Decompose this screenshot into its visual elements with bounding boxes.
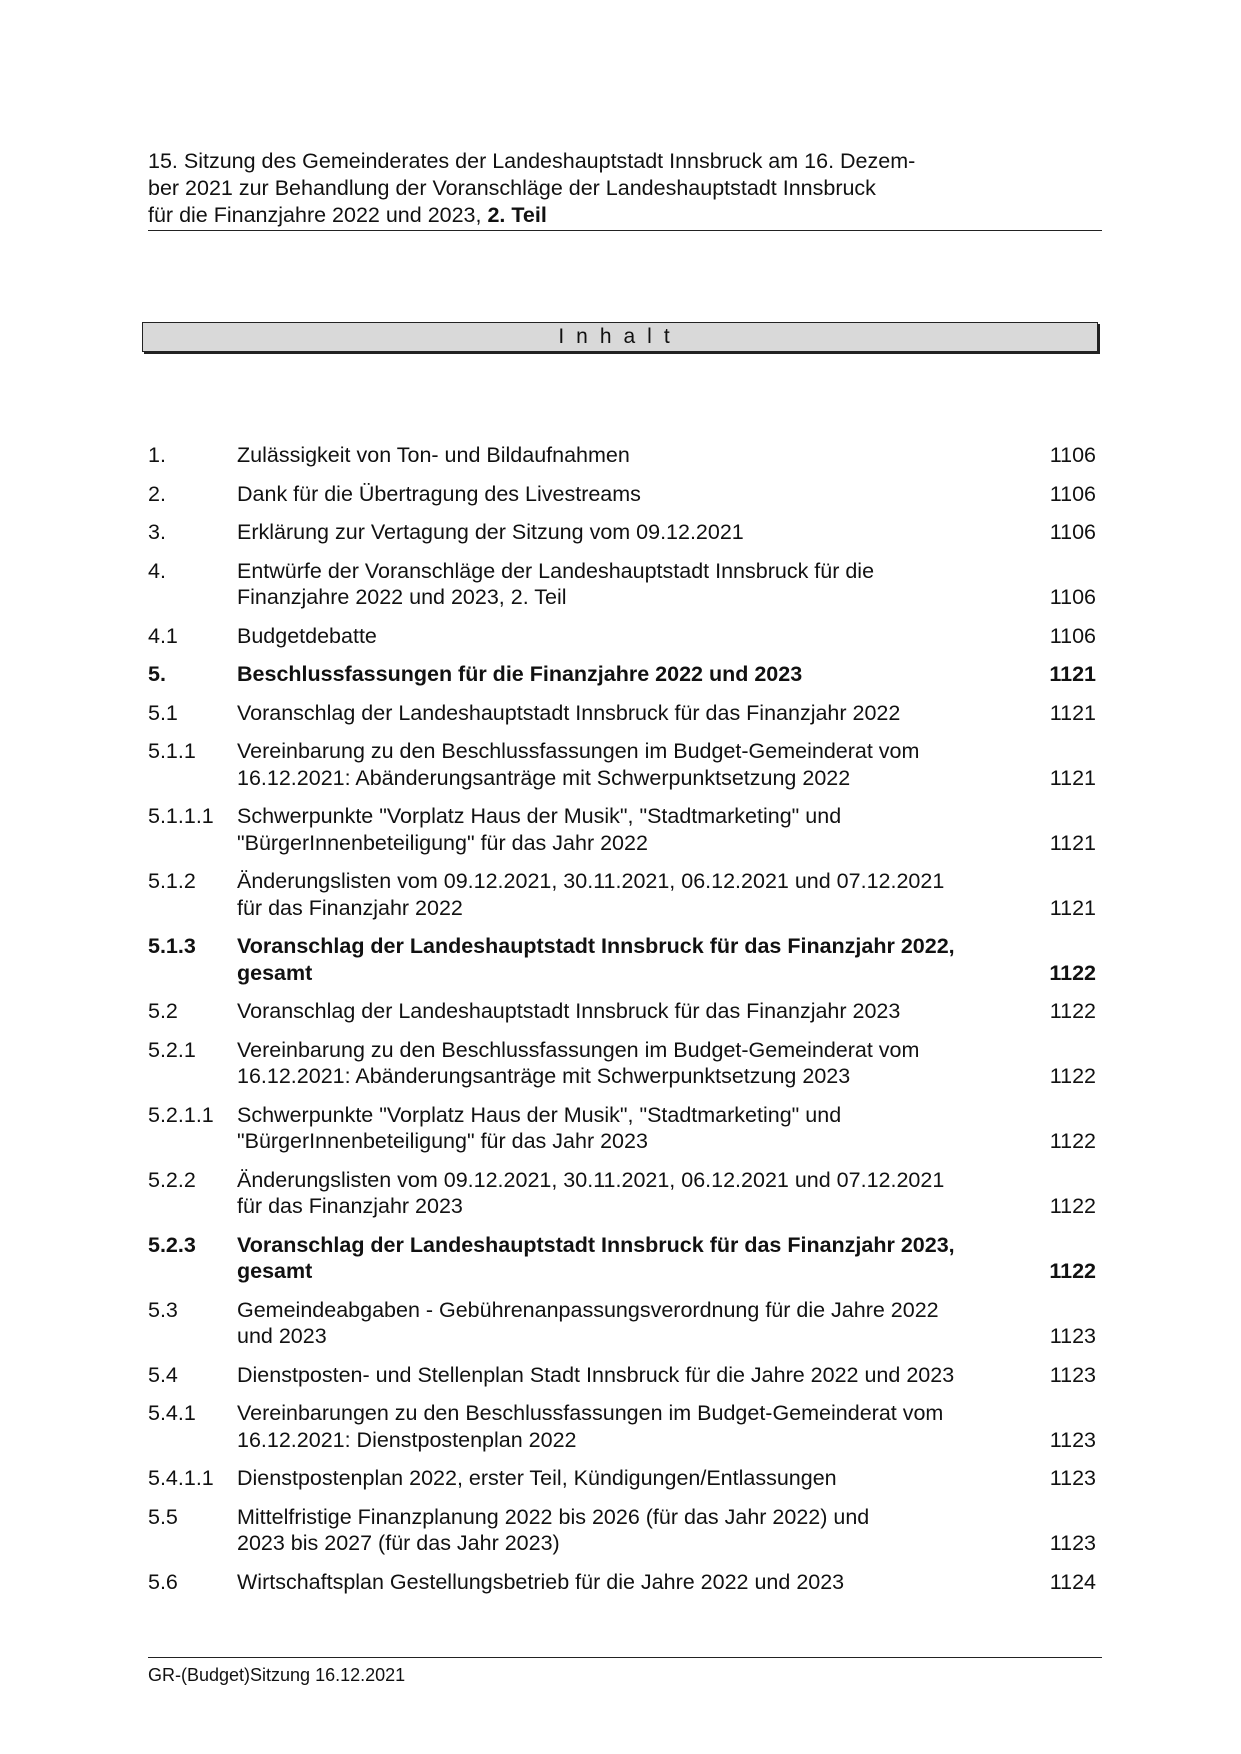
toc-entry-number: 5.4.1 bbox=[148, 1401, 196, 1425]
toc-entry-title bbox=[237, 1167, 1004, 1220]
toc-entry-title bbox=[237, 700, 1004, 727]
toc-entry-title-line: für das Finanzjahr 2022 bbox=[237, 895, 463, 920]
toc-entry-title-line: Vereinbarung zu den Beschlussfassungen im Budget-Gemeinderat vom bbox=[237, 1037, 920, 1062]
toc-entry-title-line: Schwerpunkte "Vorplatz Haus der Musik", "Stadtmarketing" und bbox=[237, 1102, 842, 1127]
toc-entry bbox=[148, 700, 1096, 727]
toc-entry-number: 1. bbox=[148, 443, 166, 467]
toc-entry-number: 5.1.2 bbox=[148, 869, 196, 893]
toc-entry bbox=[148, 1465, 1096, 1492]
toc-entry-page: 1122 bbox=[1049, 1129, 1096, 1153]
toc-entry bbox=[148, 738, 1096, 791]
toc-entry-title bbox=[237, 481, 1004, 508]
toc-entry-title-line: 16.12.2021: Dienstpostenplan 2022 bbox=[237, 1427, 577, 1452]
footer-divider bbox=[148, 1657, 1102, 1658]
toc-entry-number: 5.1.1.1 bbox=[148, 804, 214, 828]
toc-entry bbox=[148, 1297, 1096, 1350]
toc-entry-title-line: Finanzjahre 2022 und 2023, 2. Teil bbox=[237, 585, 567, 609]
toc-entry bbox=[148, 519, 1096, 546]
header-line-3 bbox=[148, 202, 1096, 229]
toc-entry bbox=[148, 1102, 1096, 1155]
toc-entry-title bbox=[237, 803, 1004, 856]
header-line-3-regular: für die Finanzjahre 2022 und 2023, bbox=[148, 203, 488, 227]
toc-entry-title bbox=[237, 1232, 1004, 1285]
toc-entry-number: 5.2.3 bbox=[148, 1232, 196, 1257]
toc-entry-page: 1106 bbox=[1049, 623, 1096, 648]
toc-entry bbox=[148, 998, 1096, 1025]
toc-entry-title-line: Mittelfristige Finanzplanung 2022 bis 2026 (für das Jahr 2022) und bbox=[237, 1504, 870, 1529]
table-of-contents bbox=[148, 442, 1096, 1595]
toc-entry bbox=[148, 1037, 1096, 1090]
toc-entry-page: 1121 bbox=[1049, 895, 1096, 920]
page-footer: GR-(Budget)Sitzung 16.12.2021 bbox=[148, 1665, 406, 1685]
toc-entry-title-line: Voranschlag der Landeshauptstadt Innsbruck für das Finanzjahr 2023 bbox=[237, 999, 901, 1023]
toc-entry-number: 5.6 bbox=[148, 1569, 178, 1594]
toc-entry-page: 1123 bbox=[1049, 1362, 1096, 1387]
toc-entry-title-line: Änderungslisten vom 09.12.2021, 30.11.2021, 06.12.2021 und 07.12.2021 bbox=[237, 869, 945, 893]
toc-entry-title bbox=[237, 1362, 1004, 1389]
toc-entry-title-line: Wirtschaftsplan Gestellungsbetrieb für die Jahre 2022 und 2023 bbox=[237, 1569, 845, 1594]
toc-entry-number: 5.1.3 bbox=[148, 934, 196, 958]
toc-entry bbox=[148, 481, 1096, 508]
toc-entry-page: 1123 bbox=[1049, 1324, 1096, 1348]
toc-entry bbox=[148, 661, 1096, 688]
toc-entry-page: 1106 bbox=[1049, 585, 1096, 609]
toc-entry-number: 5.4 bbox=[148, 1362, 178, 1387]
toc-entry-title bbox=[237, 868, 1004, 921]
toc-entry-title-line: 16.12.2021: Abänderungsanträge mit Schwerpunktsetzung 2023 bbox=[237, 1064, 851, 1088]
toc-entry-page: 1123 bbox=[1049, 1466, 1096, 1490]
toc-entry-number: 5.3 bbox=[148, 1297, 178, 1322]
toc-entry-title-line: Gemeindeabgaben - Gebührenanpassungsverordnung für die Jahre 2022 bbox=[237, 1297, 939, 1322]
toc-entry-title-line: "BürgerInnenbeteiligung" für das Jahr 2022 bbox=[237, 830, 648, 855]
toc-entry-number: 3. bbox=[148, 520, 166, 544]
toc-entry-number: 2. bbox=[148, 481, 166, 506]
toc-entry-title-line: Voranschlag der Landeshauptstadt Innsbruck für das Finanzjahr 2023, bbox=[237, 1232, 955, 1257]
contents-heading: Inhalt bbox=[558, 325, 682, 348]
toc-entry-number: 5.2 bbox=[148, 999, 178, 1023]
toc-entry-number: 5.5 bbox=[148, 1504, 178, 1529]
toc-entry-number: 4.1 bbox=[148, 623, 178, 648]
toc-entry-page: 1121 bbox=[1049, 765, 1096, 790]
toc-entry-page: 1121 bbox=[1049, 662, 1096, 686]
toc-entry bbox=[148, 1569, 1096, 1596]
toc-entry-page: 1121 bbox=[1049, 830, 1096, 855]
header-line-2: ber 2021 zur Behandlung der Voranschläge der Landeshauptstadt Innsbruck bbox=[148, 176, 876, 200]
toc-entry-title bbox=[237, 1400, 1004, 1453]
toc-entry-title-line: Entwürfe der Voranschläge der Landeshauptstadt Innsbruck für die bbox=[237, 558, 875, 583]
toc-entry-title bbox=[237, 1297, 1004, 1350]
toc-entry-page: 1122 bbox=[1049, 1194, 1096, 1218]
toc-entry-title bbox=[237, 738, 1004, 791]
toc-entry-title-line: Vereinbarung zu den Beschlussfassungen im Budget-Gemeinderat vom bbox=[237, 739, 920, 763]
toc-entry-number: 5.2.2 bbox=[148, 1167, 196, 1192]
toc-entry bbox=[148, 868, 1096, 921]
toc-entry-title-line: Dienstposten- und Stellenplan Stadt Innsbruck für die Jahre 2022 und 2023 bbox=[237, 1362, 955, 1387]
toc-entry-title bbox=[237, 998, 1004, 1025]
toc-entry-title bbox=[237, 661, 1004, 688]
toc-entry-title-line: Voranschlag der Landeshauptstadt Innsbruck für das Finanzjahr 2022 bbox=[237, 700, 901, 725]
document-header bbox=[148, 148, 1096, 229]
toc-entry-title bbox=[237, 1037, 1004, 1090]
toc-entry-title bbox=[237, 558, 1004, 611]
toc-entry bbox=[148, 803, 1096, 856]
toc-entry-title-line: gesamt bbox=[237, 960, 313, 985]
toc-entry-title-line: Zulässigkeit von Ton- und Bildaufnahmen bbox=[237, 443, 630, 467]
toc-entry-title-line: "BürgerInnenbeteiligung" für das Jahr 2023 bbox=[237, 1129, 648, 1153]
toc-entry-title bbox=[237, 1504, 1004, 1557]
toc-entry-number: 5.2.1 bbox=[148, 1037, 196, 1062]
toc-entry-number: 5.4.1.1 bbox=[148, 1466, 214, 1490]
toc-entry-page: 1106 bbox=[1049, 481, 1096, 506]
header-line-1: 15. Sitzung des Gemeinderates der Landeshauptstadt Innsbruck am 16. Dezem- bbox=[148, 149, 916, 173]
toc-entry bbox=[148, 1232, 1096, 1285]
toc-entry-title-line: Budgetdebatte bbox=[237, 623, 377, 648]
toc-entry-title-line: Voranschlag der Landeshauptstadt Innsbruck für das Finanzjahr 2022, bbox=[237, 934, 955, 958]
toc-entry-title-line: Dank für die Übertragung des Livestreams bbox=[237, 481, 641, 506]
contents-heading-box bbox=[142, 322, 1098, 352]
toc-entry-title-line: Änderungslisten vom 09.12.2021, 30.11.2021, 06.12.2021 und 07.12.2021 bbox=[237, 1167, 945, 1192]
toc-entry-page: 1106 bbox=[1049, 443, 1096, 467]
toc-entry-page: 1122 bbox=[1049, 1064, 1096, 1088]
toc-entry-page: 1122 bbox=[1049, 1259, 1096, 1283]
header-part-label: 2. Teil bbox=[487, 203, 547, 227]
toc-entry-title bbox=[237, 933, 1004, 986]
toc-entry-title-line: Dienstpostenplan 2022, erster Teil, Kündigungen/Entlassungen bbox=[237, 1466, 837, 1490]
toc-entry-page: 1106 bbox=[1049, 520, 1096, 544]
toc-entry-page: 1124 bbox=[1049, 1569, 1096, 1594]
toc-entry-title-line: Beschlussfassungen für die Finanzjahre 2022 und 2023 bbox=[237, 662, 803, 686]
toc-entry-title-line: gesamt bbox=[237, 1259, 313, 1283]
toc-entry-page: 1122 bbox=[1049, 999, 1096, 1023]
toc-entry-title-line: für das Finanzjahr 2023 bbox=[237, 1194, 463, 1218]
toc-entry-page: 1121 bbox=[1049, 700, 1096, 725]
toc-entry bbox=[148, 933, 1096, 986]
toc-entry-number: 5.2.1.1 bbox=[148, 1102, 214, 1127]
toc-entry-title bbox=[237, 623, 1004, 650]
toc-entry-title-line: Vereinbarungen zu den Beschlussfassungen im Budget-Gemeinderat vom bbox=[237, 1401, 944, 1425]
toc-entry-title-line: Schwerpunkte "Vorplatz Haus der Musik", "Stadtmarketing" und bbox=[237, 804, 842, 828]
toc-entry-title-line: 16.12.2021: Abänderungsanträge mit Schwerpunktsetzung 2022 bbox=[237, 765, 851, 790]
toc-entry bbox=[148, 1362, 1096, 1389]
toc-entry-number: 5.1.1 bbox=[148, 739, 196, 763]
toc-entry bbox=[148, 1504, 1096, 1557]
toc-entry bbox=[148, 558, 1096, 611]
toc-entry bbox=[148, 442, 1096, 469]
toc-entry-number: 4. bbox=[148, 558, 166, 583]
header-divider bbox=[148, 230, 1102, 231]
toc-entry-page: 1123 bbox=[1049, 1531, 1096, 1555]
toc-entry-title bbox=[237, 519, 1004, 546]
toc-entry bbox=[148, 623, 1096, 650]
toc-entry-title-line: 2023 bis 2027 (für das Jahr 2023) bbox=[237, 1531, 560, 1555]
toc-entry-page: 1122 bbox=[1049, 960, 1096, 985]
toc-entry bbox=[148, 1167, 1096, 1220]
toc-entry-page: 1123 bbox=[1049, 1427, 1096, 1452]
toc-entry-title bbox=[237, 1102, 1004, 1155]
toc-entry-title-line: Erklärung zur Vertagung der Sitzung vom 09.12.2021 bbox=[237, 520, 744, 544]
toc-entry-title bbox=[237, 1465, 1004, 1492]
toc-entry-number: 5.1 bbox=[148, 700, 178, 725]
toc-entry-title bbox=[237, 1569, 1004, 1596]
toc-entry-number: 5. bbox=[148, 662, 166, 686]
toc-entry-title-line: und 2023 bbox=[237, 1324, 327, 1348]
toc-entry-title bbox=[237, 442, 1004, 469]
toc-entry bbox=[148, 1400, 1096, 1453]
